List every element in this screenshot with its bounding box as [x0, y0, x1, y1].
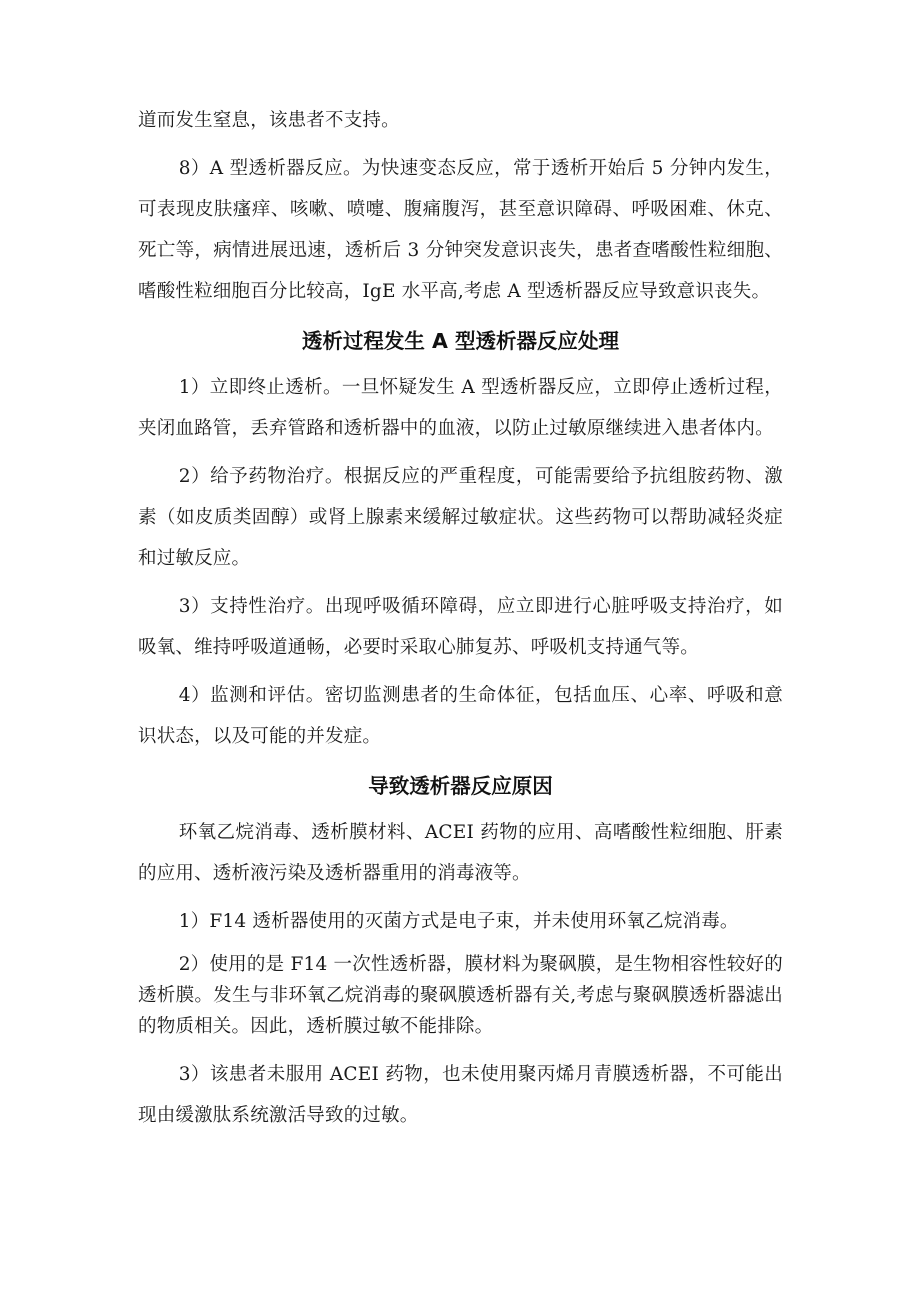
document-body	[138, 100, 783, 1143]
paragraph-item-8: 8）A 型透析器反应。为快速变态反应，常于透析开始后 5 分钟内发生，可表现皮肤瘙痒、咳嗽、喷嚏、腹痛腹泻，甚至意识障碍、呼吸困难、休克、死亡等，病情进展迅速，透析后 3 分钟突发意识丧失，患者查嗜酸性粒细胞、嗜酸性粒细胞百分比较高，IgE 水平高,考虑 A 型透析器反应导致意识丧失。	[138, 158, 783, 302]
treatment-item-2: 2）给予药物治疗。根据反应的严重程度，可能需要给予抗组胺药物、激素（如皮质类固醇）或肾上腺素来缓解过敏症状。这些药物可以帮助减轻炎症和过敏反应。	[138, 466, 783, 569]
treatment-item-4: 4）监测和评估。密切监测患者的生命体征，包括血压、心率、呼吸和意识状态，以及可能的并发症。	[138, 685, 783, 747]
treatment-item-1: 1）立即终止透析。一旦怀疑发生 A 型透析器反应，立即停止透析过程，夹闭血路管，丢弃管路和透析器中的血液，以防止过敏原继续进入患者体内。	[138, 377, 783, 439]
causes-intro: 环氧乙烷消毒、透析膜材料、ACEI 药物的应用、高嗜酸性粒细胞、肝素的应用、透析液污染及透析器重用的消毒液等。	[138, 822, 783, 884]
treatment-item-3: 3）支持性治疗。出现呼吸循环障碍，应立即进行心脏呼吸支持治疗，如吸氧、维持呼吸道通畅，必要时采取心肺复苏、呼吸机支持通气等。	[138, 596, 783, 658]
paragraph-intro-tail: 道而发生窒息，该患者不支持。	[138, 110, 400, 131]
cause-item-3: 3）该患者未服用 ACEI 药物，也未使用聚丙烯月青膜透析器，不可能出现由缓激肽系统激活导致的过敏。	[138, 1064, 783, 1126]
cause-item-1: 1）F14 透析器使用的灭菌方式是电子束，并未使用环氧乙烷消毒。	[178, 911, 739, 932]
cause-item-2: 2）使用的是 F14 一次性透析器，膜材料为聚砜膜，是生物相容性较好的透析膜。发生与非环氧乙烷消毒的聚砜膜透析器有关,考虑与聚砜膜透析器滤出的物质相关。因此，透析膜过敏不能排除。	[138, 954, 783, 1037]
section-heading-causes: 导致透析器反应原因	[368, 774, 553, 798]
section-heading-treatment: 透析过程发生 A 型透析器反应处理	[301, 329, 620, 353]
